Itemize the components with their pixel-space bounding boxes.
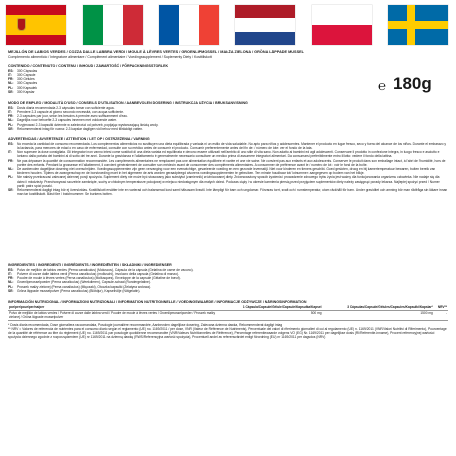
nutrition-table — [8, 305, 448, 321]
warnings-text: Nie należy przekraczać zalecanej dziennej porcji spożycia. Suplement diety nie może być stosowany jako substytut (zamiennik) zróżnicowanej diety. Zrównoważony sposób żywienia i prowadzenie zdrowego trybu życia jest ważny dla funkcjonowania organizmu człowieka. Nie nadaje się dla dzieci i młodzieży. Przechowywać szczelnie zamknięte, suchy w chłodnym temperaturze pokojowej w miejscu niedostępnym dla małych dzieci. Podczas ciąży i w okresie karmienia piersią przed przyjęciem suplementów diety należy zasięgnąć porady lekarza. Najlepiej spożyć przed / Numer partii: patrz spód puszki. — [17, 175, 440, 188]
sweden-flag — [388, 5, 448, 45]
language-code: SE: — [8, 89, 14, 94]
nutrition-footnote-nrv: ** NRV = Valores de referencia de nutrientes para el consumo diario según el reglamento (UE) no. 1169/2011 / per dose, VNR (Valeur de Référence de Nutriments), Percentuale dei valori di riferimento giornalieri di cui al regolamento (UE) n. 1169/2011 (VNR/Valori Nutritivi di Riferimento), Pourcentage de la quantité de référence au titre du règlement (UE) no. 1169/2011 par posologie quotidienne recommandée (VNR/Valeurs Nutritionnelles de Référence), Percentage referentiewaarde volgens VO (EG) Nr. 1169/2011 per dagelijkse dosis (RI/Referentie-inname), Procent referencyjnej wartości spożycia dziennego zgodnie z rozporządzeniem (UE) nr 1169/2011 na dzienną dawkę (RWS/Referencyjna wartość spożycia), Procentuell andel av referensvärdet enligt förordning (EU) nr 1169/2011 per dagsdos (NRV) — [8, 327, 447, 340]
language-code: PL: — [8, 122, 14, 127]
warnings-text: No exceda la cantidad de consumo recomendada. Los complementos alimenticios no sustituyen una dieta equilibrada y variada ni un estilo de vida saludable. No apto para niños y adolescentes. Mantener el producto en lugar fresco, seco y fuera del alcance de los niños. Durante el embarazo y la lactancia, para menores de edad o en caso de enfermedad, consulte con su médico antes de consumir el producto. Consumir preferentemente antes del fin de: / número de lote: ver el fondo de la lata. — [17, 141, 447, 150]
language-code: IT: — [8, 272, 12, 276]
ingredients-text: Poudre de moule à lèvres vertes (Perna canaliculus) (Mollusques), Enveloppe de la capsule (Gélatine de bœuf). — [17, 276, 181, 281]
warnings-line — [8, 167, 448, 175]
warnings-text: Rekommenderat dagligt intag bör ej överskridas. Kosttillskott ersätter inte en varierad och balanserad kost samt hälsosam livsstil. Inte lämpligt för barn och ungdomar. Förvaras torrt, svalt och i rumstemperatur, utom räckhåll för barn. Under graviditet och amning bör man rådfråga sin läkare innan man tar kosttillskott. Bäst före / batchnummer: Se burkens botten. — [17, 188, 448, 197]
estimated-sign: ℮ — [378, 78, 386, 93]
contents-text: 300 Capsules — [17, 81, 38, 86]
spain-flag — [6, 5, 66, 45]
language-code: ES: — [8, 105, 14, 110]
net-weight: 180g — [393, 74, 432, 93]
nutrition-header-one: 1 Cápsula/Capsule/Gélule/Capsule/Kapsułka/Kapsel — [220, 305, 323, 311]
warnings-section — [8, 137, 448, 196]
warnings-line — [8, 159, 448, 167]
usage-text: Dagelijks voor behoefte 2-3 capsules innemen met voldoende water. — [17, 118, 117, 123]
ingredients-text: Polvere di cozze dalle labbra verdi (Perna canaliculus) (molluschi), involucro della capsula (Gelatina di manzo). — [17, 272, 179, 276]
language-code: SE: — [8, 288, 14, 293]
italy-flag — [83, 5, 143, 45]
contents-section — [8, 64, 368, 94]
nutrition-section — [8, 300, 448, 340]
ingredients-text: Polvo de mejillón de labios verdes (Perna canaliculus) (Moluscos), Cápsula de la cápsula (Gelatina de carne de vacuno). — [17, 267, 194, 272]
warnings-line — [8, 175, 448, 188]
nutrition-footnote-daily-dose: * Dosis diaria recomendada, Dose giornaliera raccomandata, Posologie journalière recommandée, Aanbevolen dagelijkse dosering, Zalecana dzienna dawka, Rekommenderat dagligt intag — [8, 322, 283, 327]
ingredients-text: Proszek małży zielonej (Perna canaliculus) (Mięczaki), Otoczka kapsułki (Żelatyna wołowa). — [17, 284, 151, 289]
language-code: NL: — [8, 118, 14, 123]
france-flag — [159, 5, 219, 45]
warnings-line — [8, 150, 448, 158]
language-code: IT: — [8, 110, 12, 114]
poland-flag — [312, 5, 372, 45]
language-code: ES: — [8, 141, 14, 146]
warnings-text: De aanbevolen dagelijkse dosering niet overschrijden. Voedingssupplementen zijn geen vervanging voor een evenwichtige, gevarieerde voeding en een gezonde levensstijl. Niet voor kinderen en tieners geschikt. Goed gesloten, droog en bij kamertemperatuur bewaren, buiten bereik van kinderen houden. Tijdens de zwangerschap en de borstvoeding moet in het algemeen de arts worden geraadpleegd alvorens voedingssupplementen te gebruiken. Ten minste houdbaar tot/ lotnummer: aangegeven op bodem van het blikje. — [17, 167, 436, 176]
contents-text: 300 Cápsulas — [17, 68, 38, 73]
usage-text: 2-3 capsules par jour, selon les besoins à prendre avec suffisamment d'eau. — [17, 114, 128, 119]
nutrition-header-nrv: NRV** — [434, 305, 448, 311]
language-code: FR: — [8, 158, 14, 163]
warnings-text: Non superare la dose consigliata. Gli integratori non vanno intesi come sostituti di una dieta variata ed equilibrata e devono essere utilizzati nell'ambito di uno stile di vita sano. Non adatto ai bambini ed agli adolescenti. Conservare il prodotto in confezione integra, in luogo fresco e asciutto e lontano dalla portata dei bambini al di sotto dei tre anni. Durante la gravidanza e l'allattamento è generalmente necessario consultare un medico prima di assumere integratori alimentari. Da consumarsi preferibilmente entro il/lotto: vedere il fondo della lattina. — [17, 150, 440, 159]
nutrition-header-per: por/per/pour/per/na/per — [8, 305, 220, 311]
nutrition-title: INFORMACIÓN NUTRICIONAL / INFORMAZIONI NUTRIZIONALI / INFORMATION NUTRITIONNELLE / VOEDINGSWAARDE / INFORMACJE ODŻYWCZE / NÄRINGSINFORMATION — [8, 300, 307, 304]
ingredients-text: Gröna läppade musselpulver (Perna canaliculus) (Blötdjur), Kapselhölje (Nötgelatin). — [17, 288, 141, 293]
nutrition-ingredient-name: Polvo de mejillón de labios verdes / Polvere di cozze dalle labbra verdi / Poudre de moule à lèvres vertes / Groenlipmosselpoeder / Proszek małży zielonej / Gröna läppade musselpulver — [8, 310, 220, 320]
ingredients-line — [8, 289, 448, 293]
contents-text: 300 Capsule — [17, 73, 36, 77]
language-code: PL: — [8, 284, 14, 289]
warnings-line — [8, 142, 448, 150]
ingredients-section — [8, 263, 448, 293]
flag-row — [0, 0, 456, 70]
contents-text: 300 Gélules — [17, 77, 35, 82]
contents-line — [8, 90, 368, 94]
nutrition-value-one: 500 mg — [220, 310, 323, 320]
language-code: FR: — [8, 77, 14, 82]
usage-text: Rekommenderat intag för vuxna: 2-3 kapslar dagligen vid behov med tillräckligt vatten. — [17, 126, 144, 131]
ingredients-title: INGREDIENTES / INGREDIENTI / INGRÉDIENTS / INGREDIËNTEN / SKŁADNIKI / INGREDIENSER — [8, 263, 172, 267]
language-code: ES: — [8, 267, 14, 272]
product-name: MEJILLÓN DE LABIOS VERDES / COZZA DALLE LABBRA VERDI / MOULE À LÈVRES VERTES / GROENLIPMOSSEL / MAŁŻA ZIELONA / GRÖNA LÄPPADE MUSSEL — [8, 50, 304, 54]
contents-text: 300 Kapslar — [17, 89, 35, 94]
nutrition-value-nrv: - — [434, 310, 448, 320]
nutrition-header-three: 3 Cápsulas/Capsule/Gélules/Capsules/Kapsułki/Kapslar* — [323, 305, 434, 311]
usage-line — [8, 127, 448, 131]
warnings-line — [8, 188, 448, 196]
language-code: NL: — [8, 167, 14, 172]
usage-title: MODO DE EMPLEO / MODALITÀ D'USO / CONSEILS D'UTILISATION / AANBEVOLEN DOSERING / INSTRUKCJA UŻYCIA / BRUKSANVISNING — [8, 101, 248, 105]
language-code: NL: — [8, 81, 14, 86]
nutrition-value-three: 1500 mg — [323, 310, 434, 320]
language-code: IT: — [8, 73, 12, 77]
spain-coat-of-arms-icon — [18, 19, 25, 30]
contents-title: CONTENIDO / CONTENUTO / CONTENU / INHOUD / ZAWARTOŚĆ / FÖRPACKNINGSSTORLEK — [8, 64, 169, 68]
product-header — [8, 50, 388, 59]
language-code: FR: — [8, 276, 14, 281]
contents-text: 300 Kapsułek — [17, 85, 37, 90]
ingredients-text: Groenlipmosselpoeder (Perna canaliculus) (Weekdieren), Capsule-schaal (Rundergelatine). — [17, 280, 151, 285]
usage-text: Prendere 2-3 capsule al giorno secondo necessità, con acqua sufficiente. — [17, 110, 124, 114]
warnings-title: ADVERTENCIAS / AVVERTENZE / ATTENTION / LET OP / OSTRZEŻENIA / VARNING — [8, 137, 150, 141]
language-code: PL: — [8, 85, 14, 90]
language-code: ES: — [8, 68, 14, 73]
usage-text: Dosis diaria recomendada 2-3 cápsulas tomar con suficiente agua. — [17, 105, 115, 110]
language-code: SE: — [8, 126, 14, 131]
language-code: FR: — [8, 114, 14, 119]
usage-section — [8, 101, 448, 131]
table-row — [8, 310, 448, 320]
language-code: SE: — [8, 188, 14, 193]
product-subtitle: Complemento alimenticio / Integratore alimentare / Complément alimentaire / Voedingssupplement / Suplementy Diety / Kosttillskott — [8, 54, 212, 59]
netherlands-flag — [235, 5, 295, 45]
language-code: NL: — [8, 280, 14, 285]
warnings-text: Ne pas dépasser la quantité de consommation recommandée. Les compléments alimentaires ne remplacent pas une alimentation équilibrée et variée et une vie saine. Ne convient pas aux enfants et aux adolescents. Conserver le produit dans son emballage intact, à l'abri de l'humidité, hors de portée des enfants. Pendant la grossesse et l'allaitement, il convient généralement de consulter son médecin avant de consommer des compléments alimentaires. A consommer de préférence avant le / numéro de lot : voir le fond de la boîte. — [17, 158, 446, 167]
language-code: IT: — [8, 150, 12, 155]
language-code: PL: — [8, 175, 14, 180]
usage-text: Przyjmować 2-3 kapsułki dziennie w zależności od potrzeb, popijając wystarczającą ilością wody. — [17, 122, 159, 127]
